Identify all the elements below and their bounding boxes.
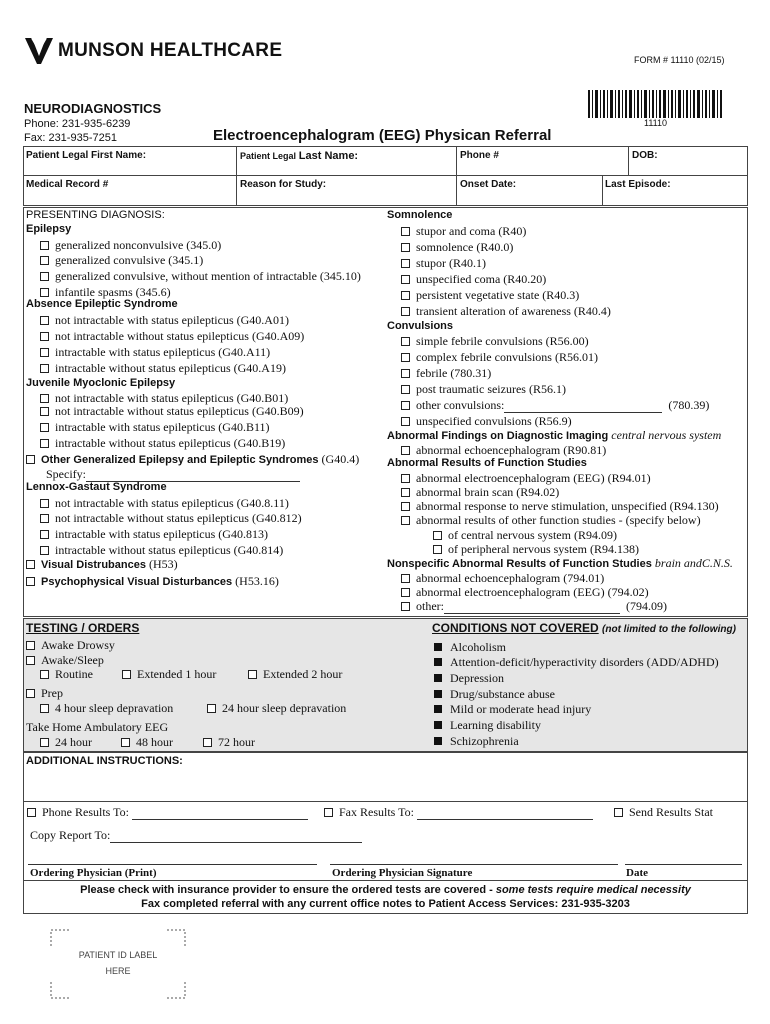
footer-italic: some tests require medical necessity xyxy=(495,884,691,896)
item-label: transient alteration of awareness (R40.4) xyxy=(416,304,611,318)
phone-results-field[interactable] xyxy=(27,805,308,820)
somnolence-item[interactable] xyxy=(401,240,513,255)
physician-signature-line[interactable] xyxy=(330,864,618,865)
checkbox[interactable] xyxy=(27,808,36,817)
checkbox[interactable] xyxy=(614,808,623,817)
item-label: unspecified coma (R40.20) xyxy=(416,272,547,286)
epilepsy-heading: Epilepsy xyxy=(26,223,72,235)
convulsions-item[interactable] xyxy=(401,334,589,349)
department: NEURODIAGNOSTICS xyxy=(24,101,162,116)
nonspecific-item[interactable] xyxy=(401,571,604,586)
psychophysical-item[interactable] xyxy=(26,574,279,589)
barcode-icon xyxy=(588,90,722,118)
function-heading: Abnormal Results of Function Studies xyxy=(387,457,587,469)
absence-item[interactable] xyxy=(40,345,270,360)
checkbox[interactable] xyxy=(26,455,35,464)
reason-field[interactable]: Reason for Study: xyxy=(240,179,327,190)
checkbox[interactable] xyxy=(401,516,410,525)
item-label: intractable without status epilepticus (G40.814) xyxy=(55,543,284,557)
24hr-deprivation-option[interactable] xyxy=(207,701,346,716)
nonspecific-italic: brain andC.N.S. xyxy=(654,556,733,570)
checkbox[interactable] xyxy=(401,369,410,378)
checkbox[interactable] xyxy=(401,243,410,252)
item-label: of peripheral nervous system (R94.138) xyxy=(448,542,639,556)
bullet-icon xyxy=(434,690,442,698)
specify-field[interactable] xyxy=(46,467,300,482)
last-name-field[interactable] xyxy=(240,150,358,162)
item-label: other: xyxy=(416,599,444,613)
checkbox[interactable] xyxy=(121,738,130,747)
epilepsy-item[interactable] xyxy=(40,238,221,253)
somnolence-item[interactable] xyxy=(401,288,579,303)
checkbox[interactable] xyxy=(401,227,410,236)
lennox-item[interactable] xyxy=(40,511,302,526)
checkbox[interactable] xyxy=(40,241,49,250)
72hour-option[interactable] xyxy=(203,735,255,750)
checkbox[interactable] xyxy=(203,738,212,747)
additional-instructions-heading: ADDITIONAL INSTRUCTIONS: xyxy=(26,755,183,767)
item-label: Alcoholism xyxy=(450,640,506,654)
condition-item xyxy=(434,687,555,702)
imaging-heading xyxy=(387,428,721,443)
footer-line-1 xyxy=(23,884,748,896)
item-code: (794.09) xyxy=(626,599,667,613)
nonspecific-item[interactable] xyxy=(401,585,649,600)
condition-item xyxy=(434,671,504,686)
item-label: Other Generalized Epilepsy and Epileptic Syndromes xyxy=(41,454,319,466)
date-label: Date xyxy=(626,867,648,879)
item-label: Phone Results To: xyxy=(42,805,129,819)
checkbox[interactable] xyxy=(401,446,410,455)
dept-fax: Fax: 231-935-7251 xyxy=(24,132,117,144)
item-label: generalized convulsive (345.1) xyxy=(55,253,204,267)
unspecified-convulsions-item[interactable] xyxy=(401,414,572,429)
first-name-field[interactable]: Patient Legal First Name: xyxy=(26,150,147,161)
patient-id-label-area xyxy=(47,928,189,1000)
item-label: Learning disability xyxy=(450,718,541,732)
item-label: not intractable without status epilepticus (G40.B09) xyxy=(55,404,304,418)
imaging-label: Abnormal Findings on Diagnostic Imaging xyxy=(387,430,609,442)
last-name-prefix: Patient Legal xyxy=(240,151,297,161)
epilepsy-item[interactable] xyxy=(40,269,361,284)
item-label: abnormal results of other function studies - (specify below) xyxy=(416,513,701,527)
phone-field[interactable]: Phone # xyxy=(460,150,499,161)
checkbox[interactable] xyxy=(26,641,35,650)
munson-logo-icon xyxy=(22,32,56,66)
awake-drowsy-option[interactable] xyxy=(26,638,115,653)
footer-text: Please check with insurance provider to ensure the ordered tests are covered - xyxy=(80,884,496,896)
awake-sleep-option[interactable] xyxy=(26,653,104,668)
checkbox[interactable] xyxy=(40,394,49,403)
checkbox[interactable] xyxy=(248,670,257,679)
checkbox[interactable] xyxy=(433,531,442,540)
convulsions-heading: Convulsions xyxy=(387,320,454,332)
absence-item[interactable] xyxy=(40,313,289,328)
other-convulsions-item[interactable] xyxy=(401,398,709,413)
function-item[interactable] xyxy=(401,513,701,528)
checkbox[interactable] xyxy=(401,353,410,362)
fax-results-field[interactable] xyxy=(324,805,593,820)
bullet-icon xyxy=(434,658,442,666)
bullet-icon xyxy=(434,705,442,713)
item-label: generalized nonconvulsive (345.0) xyxy=(55,238,222,252)
epilepsy-item[interactable] xyxy=(40,253,203,268)
checkbox[interactable] xyxy=(401,385,410,394)
checkbox[interactable] xyxy=(433,545,442,554)
date-line[interactable] xyxy=(625,864,742,865)
checkbox[interactable] xyxy=(40,272,49,281)
checkbox[interactable] xyxy=(401,307,410,316)
item-label: somnolence (R40.0) xyxy=(416,240,514,254)
item-label: generalized convulsive, without mention of intractable (345.10) xyxy=(55,269,361,283)
conditions-note: (not limited to the following) xyxy=(602,624,736,635)
checkbox[interactable] xyxy=(26,656,35,665)
checkbox[interactable] xyxy=(401,474,410,483)
checkbox[interactable] xyxy=(401,602,410,611)
item-label: simple febrile convulsions (R56.00) xyxy=(416,334,589,348)
somnolence-item[interactable] xyxy=(401,272,546,287)
item-label: Extended 2 hour xyxy=(263,667,343,681)
checkbox[interactable] xyxy=(401,502,410,511)
item-label: post traumatic seizures (R56.1) xyxy=(416,382,566,396)
checkbox[interactable] xyxy=(26,560,35,569)
condition-item xyxy=(434,734,519,749)
checkbox[interactable] xyxy=(40,256,49,265)
copy-report-field[interactable] xyxy=(30,828,362,843)
onset-date-field[interactable]: Onset Date: xyxy=(460,179,517,190)
checkbox[interactable] xyxy=(401,574,410,583)
checkbox[interactable] xyxy=(40,704,49,713)
ambulatory-label: Take Home Ambulatory EEG xyxy=(26,720,169,734)
extended-2-option[interactable] xyxy=(248,667,342,682)
item-label: persistent vegetative state (R40.3) xyxy=(416,288,580,302)
testing-heading: TESTING / ORDERS xyxy=(26,621,140,635)
48hour-option[interactable] xyxy=(121,735,173,750)
condition-item xyxy=(434,640,506,655)
item-label: not intractable with status epilepticus (G40.B01) xyxy=(55,391,289,405)
item-label: Fax Results To: xyxy=(339,805,414,819)
physician-signature-label: Ordering Physician Signature xyxy=(332,867,473,879)
checkbox[interactable] xyxy=(40,738,49,747)
function-sub-item[interactable] xyxy=(433,542,639,557)
item-label: 24 hour sleep depravation xyxy=(222,701,347,715)
dept-phone: Phone: 231-935-6239 xyxy=(24,118,131,130)
item-label: of central nervous system (R94.09) xyxy=(448,528,617,542)
form-number: FORM # 11110 (02/15) xyxy=(634,55,725,65)
patient-id-here: HERE xyxy=(105,966,131,976)
item-label: not intractable without status epilepticus (G40.812) xyxy=(55,511,302,525)
checkbox[interactable] xyxy=(40,288,49,297)
patient-id-text: PATIENT ID LABEL xyxy=(78,950,158,960)
item-label: other convulsions: xyxy=(416,398,505,412)
somnolence-item[interactable] xyxy=(401,224,526,239)
nonspecific-other-item[interactable] xyxy=(401,599,667,614)
item-code: (H53.16) xyxy=(235,574,279,588)
item-label: intractable with status epilepticus (G40.B11) xyxy=(55,420,270,434)
item-label: not intractable with status epilepticus (G40.A01) xyxy=(55,313,289,327)
item-code: (G40.4) xyxy=(321,452,360,466)
condition-item xyxy=(434,655,719,670)
condition-item xyxy=(434,702,591,717)
other-generalized-item[interactable] xyxy=(26,452,359,467)
checkbox[interactable] xyxy=(401,259,410,268)
dob-field[interactable]: DOB: xyxy=(632,150,658,161)
item-label: stupor and coma (R40) xyxy=(416,224,527,238)
crop-marks-icon xyxy=(47,928,189,1000)
bullet-icon xyxy=(434,674,442,682)
item-label: 4 hour sleep depravation xyxy=(55,701,174,715)
item-label: complex febrile convulsions (R56.01) xyxy=(416,350,598,364)
item-label: intractable without status epilepticus (G40.A19) xyxy=(55,361,286,375)
4hr-deprivation-option[interactable] xyxy=(40,701,173,716)
juvenile-item[interactable] xyxy=(40,436,285,451)
checkbox[interactable] xyxy=(40,348,49,357)
bullet-icon xyxy=(434,643,442,651)
lennox-item[interactable] xyxy=(40,496,289,511)
checkbox[interactable] xyxy=(40,407,49,416)
footer-line-2: Fax completed referral with any current office notes to Patient Access Services: 231-935-3203 xyxy=(141,898,630,910)
physician-print-label: Ordering Physician (Print) xyxy=(30,867,157,879)
checkbox[interactable] xyxy=(26,577,35,586)
item-label: intractable with status epilepticus (G40.813) xyxy=(55,527,268,541)
item-label: abnormal electroencephalogram (EEG) (794.02) xyxy=(416,585,649,599)
item-label: 48 hour xyxy=(136,735,173,749)
item-label: abnormal echoencephalogram (R90.81) xyxy=(416,443,607,457)
nonspecific-heading xyxy=(387,556,733,571)
item-label: Awake Drowsy xyxy=(41,638,115,652)
item-label: Prep xyxy=(41,686,63,700)
checkbox[interactable] xyxy=(40,670,49,679)
item-label: febrile (780.31) xyxy=(416,366,492,380)
item-label: Copy Report To: xyxy=(30,828,111,842)
item-label: Awake/Sleep xyxy=(41,653,104,667)
lennox-item[interactable] xyxy=(40,527,268,542)
checkbox[interactable] xyxy=(40,439,49,448)
item-code: (H53) xyxy=(148,557,178,571)
condition-item xyxy=(434,718,541,733)
page-title: Electroencephalogram (EEG) Physican Referral xyxy=(213,127,552,144)
logo xyxy=(22,32,56,66)
item-label: not intractable without status epilepticus (G40.A09) xyxy=(55,329,305,343)
item-label: unspecified convulsions (R56.9) xyxy=(416,414,572,428)
checkbox[interactable] xyxy=(40,499,49,508)
checkbox[interactable] xyxy=(207,704,216,713)
barcode xyxy=(588,90,722,118)
extended-1-option[interactable] xyxy=(122,667,216,682)
item-label: intractable with status epilepticus (G40.A11) xyxy=(55,345,271,359)
checkbox[interactable] xyxy=(122,670,131,679)
checkbox[interactable] xyxy=(40,423,49,432)
checkbox[interactable] xyxy=(26,689,35,698)
item-label: infantile spasms (345.6) xyxy=(55,285,171,299)
lennox-item[interactable] xyxy=(40,543,283,558)
prep-option[interactable] xyxy=(26,686,63,701)
item-label: abnormal electroencephalogram (EEG) (R94.01) xyxy=(416,471,651,485)
item-label: stupor (R40.1) xyxy=(416,256,486,270)
checkbox[interactable] xyxy=(401,337,410,346)
checkbox[interactable] xyxy=(401,275,410,284)
item-label: Extended 1 hour xyxy=(137,667,217,681)
function-item[interactable] xyxy=(401,471,651,486)
checkbox[interactable] xyxy=(40,514,49,523)
convulsions-item[interactable] xyxy=(401,366,491,381)
barcode-number: 11110 xyxy=(644,118,668,128)
item-label: Psychophysical Visual Disturbances xyxy=(41,576,233,588)
lennox-heading: Lennox-Gastaut Syndrome xyxy=(26,481,167,493)
juvenile-item[interactable] xyxy=(40,420,270,435)
juvenile-heading: Juvenile Myoclonic Epilepsy xyxy=(26,377,176,389)
juvenile-item[interactable] xyxy=(40,404,304,419)
somnolence-item[interactable] xyxy=(401,256,486,271)
convulsions-item[interactable] xyxy=(401,382,566,397)
physician-print-line[interactable] xyxy=(28,864,317,865)
absence-item[interactable] xyxy=(40,361,286,376)
item-label: Visual Distrubances xyxy=(41,559,146,571)
brand-name: MUNSON HEALTHCARE xyxy=(58,40,283,61)
checkbox[interactable] xyxy=(40,316,49,325)
item-label: Depression xyxy=(450,671,504,685)
item-label: intractable without status epilepticus (G40.B19) xyxy=(55,436,286,450)
item-label: Mild or moderate head injury xyxy=(450,702,592,716)
item-label: Schizophrenia xyxy=(450,734,519,748)
checkbox[interactable] xyxy=(401,401,410,410)
convulsions-item[interactable] xyxy=(401,350,598,365)
nonspecific-label: Nonspecific Abnormal Results of Function Studies xyxy=(387,558,652,570)
checkbox[interactable] xyxy=(324,808,333,817)
item-label: 24 hour xyxy=(55,735,92,749)
item-label: not intractable with status epilepticus (G40.8.11) xyxy=(55,496,289,510)
checkbox[interactable] xyxy=(40,546,49,555)
function-sub-item[interactable] xyxy=(433,528,617,543)
item-label: Attention-deficit/hyperactivity disorders (ADD/ADHD) xyxy=(450,655,719,669)
checkbox[interactable] xyxy=(401,488,410,497)
item-label: abnormal response to nerve stimulation, unspecified (R94.130) xyxy=(416,499,719,513)
checkbox[interactable] xyxy=(40,530,49,539)
absence-heading: Absence Epileptic Syndrome xyxy=(26,298,178,310)
medical-record-field[interactable]: Medical Record # xyxy=(26,179,109,190)
conditions-heading xyxy=(432,621,736,635)
presenting-diagnosis-heading: PRESENTING DIAGNOSIS: xyxy=(26,209,165,221)
somnolence-heading: Somnolence xyxy=(387,209,453,221)
send-results-stat-option[interactable] xyxy=(614,805,713,820)
item-label: abnormal echoencephalogram (794.01) xyxy=(416,571,605,585)
imaging-italic: central nervous system xyxy=(611,428,722,442)
bullet-icon xyxy=(434,737,442,745)
item-code: (780.39) xyxy=(668,398,710,412)
specify-label: Specify: xyxy=(46,467,86,481)
checkbox[interactable] xyxy=(401,588,410,597)
visual-disturbances-item[interactable] xyxy=(26,557,178,572)
item-label: Routine xyxy=(55,667,93,681)
function-item[interactable] xyxy=(401,485,559,500)
imaging-item[interactable] xyxy=(401,443,606,458)
item-label: Send Results Stat xyxy=(629,805,714,819)
checkbox[interactable] xyxy=(40,332,49,341)
24hour-option[interactable] xyxy=(40,735,92,750)
somnolence-item[interactable] xyxy=(401,304,611,319)
checkbox[interactable] xyxy=(401,417,410,426)
additional-instructions-input[interactable] xyxy=(26,770,744,798)
checkbox[interactable] xyxy=(40,364,49,373)
routine-option[interactable] xyxy=(40,667,93,682)
last-episode-field[interactable]: Last Episode: xyxy=(605,179,671,190)
absence-item[interactable] xyxy=(40,329,304,344)
last-name-label: Last Name: xyxy=(298,150,359,162)
function-item[interactable] xyxy=(401,499,719,514)
item-label: Drug/substance abuse xyxy=(450,687,555,701)
checkbox[interactable] xyxy=(401,291,410,300)
item-label: 72 hour xyxy=(218,735,255,749)
bullet-icon xyxy=(434,721,442,729)
conditions-title: CONDITIONS NOT COVERED xyxy=(432,621,599,635)
item-label: abnormal brain scan (R94.02) xyxy=(416,485,560,499)
